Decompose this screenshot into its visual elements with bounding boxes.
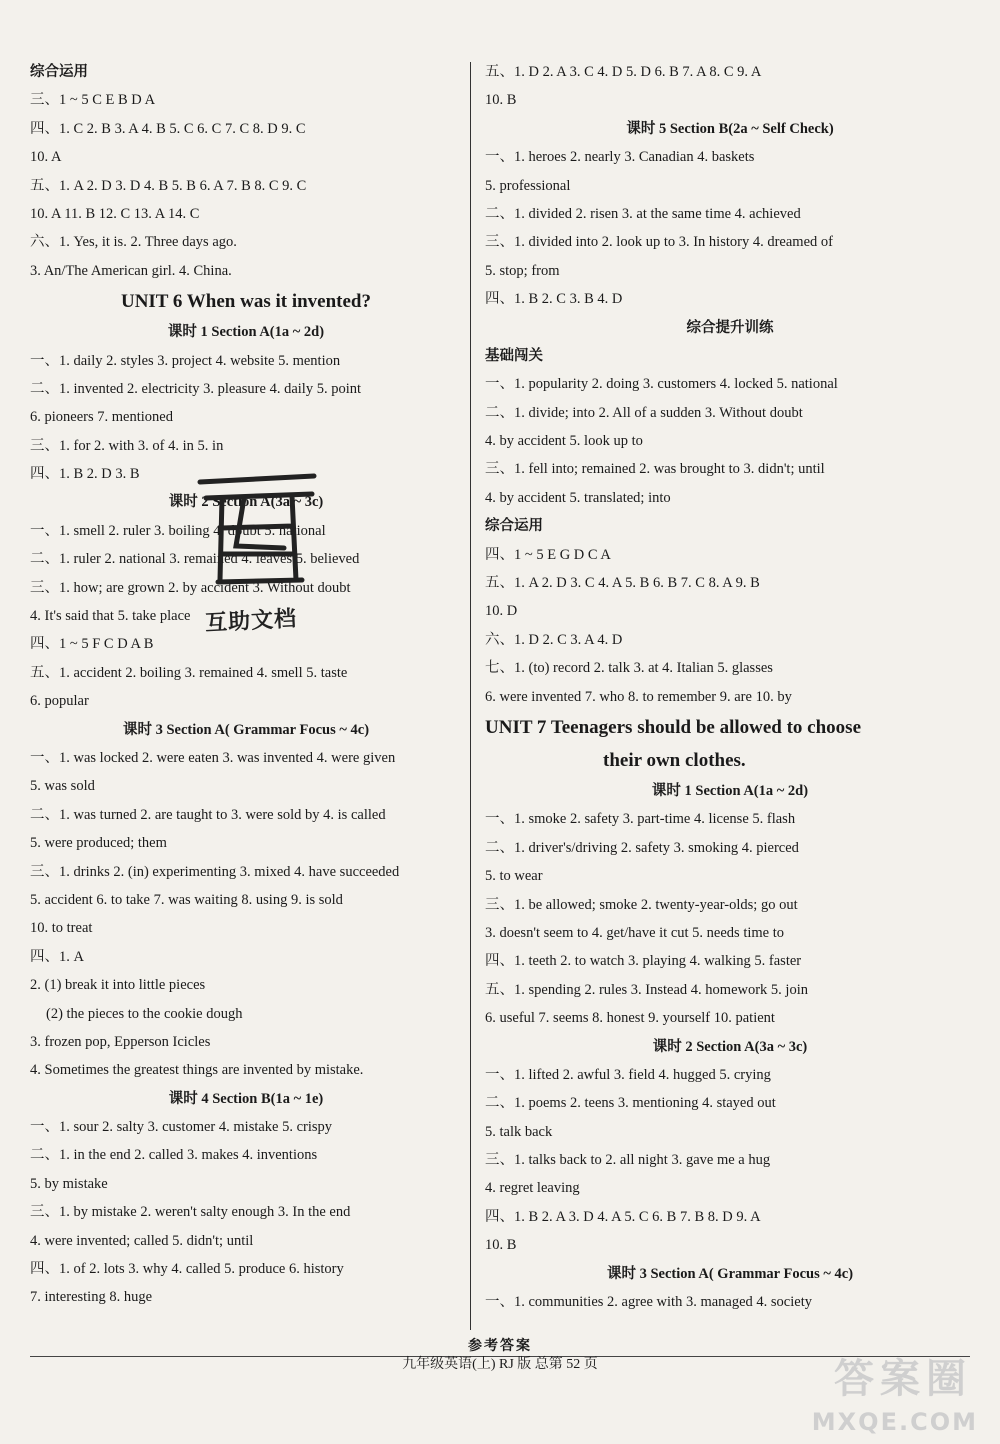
answer-line: 一、1. daily 2. styles 3. project 4. website 5. mention xyxy=(30,352,341,369)
answer-line: 4. It's said that 5. take place xyxy=(30,608,191,625)
answer-line: 二、1. ruler 2. national 3. remained 4. leaves 5. believed xyxy=(30,551,360,568)
answer-line: 四、1 ~ 5 E G D C A xyxy=(485,546,611,563)
answer-line: 四、1. of 2. lots 3. why 4. called 5. produce 6. history xyxy=(30,1261,344,1278)
answer-line: 二、1. divide; into 2. All of a sudden 3. Without doubt xyxy=(485,404,803,421)
answer-line: 3. doesn't seem to 4. get/have it cut 5. needs time to xyxy=(485,924,784,941)
answer-line: 6. useful 7. seems 8. honest 9. yourself 10. patient xyxy=(485,1010,775,1027)
answer-line: 5. was sold xyxy=(30,778,95,795)
lesson-heading: 课时 2 Section A(3a ~ 3c) xyxy=(652,1038,808,1055)
answer-line: 5. accident 6. to take 7. was waiting 8. using 9. is sold xyxy=(30,891,343,908)
unit-7-title: UNIT 7 Teenagers should be allowed to choose xyxy=(485,716,862,738)
answer-line: 10. to treat xyxy=(30,920,93,937)
answer-line: 四、1. A xyxy=(30,948,84,965)
footer-page-info: 九年级英语(上) RJ 版 总第 52 页 xyxy=(402,1357,598,1372)
answer-line: 四、1. B 2. A 3. D 4. A 5. C 6. B 7. B 8. D 9. A xyxy=(485,1208,761,1225)
answer-line: 七、1. (to) record 2. talk 3. at 4. Italian 5. glasses xyxy=(485,660,773,677)
lesson-heading: 课时 2 Section A(3a ~ 3c) xyxy=(168,494,324,511)
answer-line: 二、1. was turned 2. are taught to 3. were sold by 4. is called xyxy=(30,806,386,823)
unit-6-title: UNIT 6 When was it invented? xyxy=(120,291,372,313)
answer-line: 五、1. D 2. A 3. C 4. D 5. D 6. B 7. A 8. C 9. A xyxy=(485,64,762,80)
answer-line: 5. stop; from xyxy=(485,262,560,279)
answer-line: 10. B xyxy=(485,92,517,109)
answer-line: 4. were invented; called 5. didn't; until xyxy=(30,1232,254,1249)
answer-line: 4. Sometimes the greatest things are invented by mistake. xyxy=(30,1062,364,1079)
answer-line: 四、1 ~ 5 F C D A B xyxy=(30,636,154,653)
lesson-heading: 综合提升训练 xyxy=(686,319,774,336)
answer-line: 4. regret leaving xyxy=(485,1180,580,1197)
left-column xyxy=(30,58,462,1312)
answer-line: 7. interesting 8. huge xyxy=(30,1289,153,1306)
answer-line: 四、1. B 2. C 3. B 4. D xyxy=(485,291,623,308)
answer-line: 6. were invented 7. who 8. to remember 9. are 10. by xyxy=(485,688,792,705)
answer-line: 四、1. teeth 2. to watch 3. playing 4. walking 5. faster xyxy=(485,953,802,970)
answer-line: 三、1. by mistake 2. weren't salty enough 3. In the end xyxy=(30,1204,351,1221)
answer-line: 四、1. B 2. D 3. B xyxy=(30,466,140,483)
lesson-heading: 课时 3 Section A( Grammar Focus ~ 4c) xyxy=(606,1265,854,1282)
answer-line: 一、1. lifted 2. awful 3. field 4. hugged 5. crying xyxy=(485,1066,771,1083)
answer-line: 五、1. A 2. D 3. D 4. B 5. B 6. A 7. B 8. C 9. C xyxy=(30,177,307,194)
answer-line: 三、1. for 2. with 3. of 4. in 5. in xyxy=(30,437,224,454)
watermark-url: MXQE.COM xyxy=(811,1408,978,1436)
answer-line: 二、1. driver's/driving 2. safety 3. smoking 4. pierced xyxy=(485,839,799,856)
answer-line: 5. professional xyxy=(485,177,571,194)
answer-line: 二、1. invented 2. electricity 3. pleasure 4. daily 5. point xyxy=(30,380,362,397)
answer-line: (2) the pieces to the cookie dough xyxy=(46,1005,243,1022)
section-heading: 基础闯关 xyxy=(485,347,543,364)
stamp-logo-icon xyxy=(192,468,322,618)
answer-line: 三、1. how; are grown 2. by accident 3. Without doubt xyxy=(30,579,351,596)
answer-line: 二、1. in the end 2. called 3. makes 4. inventions xyxy=(30,1147,318,1164)
answer-line: 2. (1) break it into little pieces xyxy=(30,977,206,994)
answer-line: 5. by mistake xyxy=(30,1175,108,1192)
answer-line: 一、1. communities 2. agree with 3. managed 4. society xyxy=(485,1294,812,1311)
answer-line: 三、1. drinks 2. (in) experimenting 3. mixed 4. have succeeded xyxy=(30,863,400,880)
lesson-heading: 课时 3 Section A( Grammar Focus ~ 4c) xyxy=(122,721,370,738)
answer-line: 4. by accident 5. look up to xyxy=(485,433,643,450)
answer-line: 一、1. smell 2. ruler 3. boiling 4. doubt 5. national xyxy=(30,522,326,539)
section-heading: 综合运用 xyxy=(485,518,543,535)
answer-line: 4. by accident 5. translated; into xyxy=(485,489,671,506)
answer-line: 三、1. fell into; remained 2. was brought to 3. didn't; until xyxy=(485,461,825,478)
answer-line: 一、1. sour 2. salty 3. customer 4. mistake 5. crispy xyxy=(30,1119,333,1136)
section-heading: 综合运用 xyxy=(30,64,88,80)
answer-line: 5. were produced; them xyxy=(30,835,167,852)
watermark-logo: 答案圈 xyxy=(834,1356,972,1402)
answer-line: 一、1. smoke 2. safety 3. part-time 4. license 5. flash xyxy=(485,811,796,828)
footer-title: 参考答案 xyxy=(468,1339,532,1354)
answer-line: 10. D xyxy=(485,603,518,620)
answer-line: 三、1. be allowed; smoke 2. twenty-year-olds; go out xyxy=(485,896,798,913)
answer-line: 三、1 ~ 5 C E B D A xyxy=(30,92,156,109)
answer-line: 六、1. D 2. C 3. A 4. D xyxy=(485,631,623,648)
lesson-heading: 课时 5 Section B(2a ~ Self Check) xyxy=(626,120,834,137)
answer-line: 五、1. spending 2. rules 3. Instead 4. homework 5. join xyxy=(485,981,808,998)
answer-line: 三、1. talks back to 2. all night 3. gave me a hug xyxy=(485,1152,771,1169)
answer-line: 6. pioneers 7. mentioned xyxy=(30,409,173,426)
answer-line: 一、1. was locked 2. were eaten 3. was invented 4. were given xyxy=(30,749,396,766)
answer-line: 10. A 11. B 12. C 13. A 14. C xyxy=(30,205,200,222)
answer-line: 3. An/The American girl. 4. China. xyxy=(30,262,232,279)
stamp-text: 互助文档 xyxy=(204,606,298,637)
answer-line: 10. B xyxy=(485,1237,517,1254)
answer-line: 二、1. divided 2. risen 3. at the same time 4. achieved xyxy=(485,205,801,222)
lesson-heading: 课时 1 Section A(1a ~ 2d) xyxy=(651,782,809,799)
column-divider xyxy=(470,62,471,1330)
unit-7-title-continued: their own clothes. xyxy=(603,749,746,771)
answer-line: 10. A xyxy=(30,149,62,166)
answer-line: 五、1. A 2. D 3. C 4. A 5. B 6. B 7. C 8. A 9. B xyxy=(485,575,760,592)
answer-line: 三、1. divided into 2. look up to 3. In history 4. dreamed of xyxy=(485,234,833,251)
answer-line: 五、1. accident 2. boiling 3. remained 4. smell 5. taste xyxy=(30,664,348,681)
right-column xyxy=(485,58,975,1316)
answer-line: 一、1. popularity 2. doing 3. customers 4. locked 5. national xyxy=(485,376,838,393)
answer-line: 六、1. Yes, it is. 2. Three days ago. xyxy=(30,234,237,251)
lesson-heading: 课时 4 Section B(1a ~ 1e) xyxy=(168,1090,324,1107)
lesson-heading: 课时 1 Section A(1a ~ 2d) xyxy=(167,324,325,341)
answer-line: 6. popular xyxy=(30,693,89,710)
answer-line: 一、1. heroes 2. nearly 3. Canadian 4. baskets xyxy=(485,149,755,166)
answer-line: 3. frozen pop, Epperson Icicles xyxy=(30,1033,211,1050)
answer-line: 5. talk back xyxy=(485,1123,553,1140)
answer-line: 5. to wear xyxy=(485,868,543,885)
answer-line: 二、1. poems 2. teens 3. mentioning 4. stayed out xyxy=(485,1095,776,1112)
answer-line: 四、1. C 2. B 3. A 4. B 5. C 6. C 7. C 8. D 9. C xyxy=(30,120,306,137)
